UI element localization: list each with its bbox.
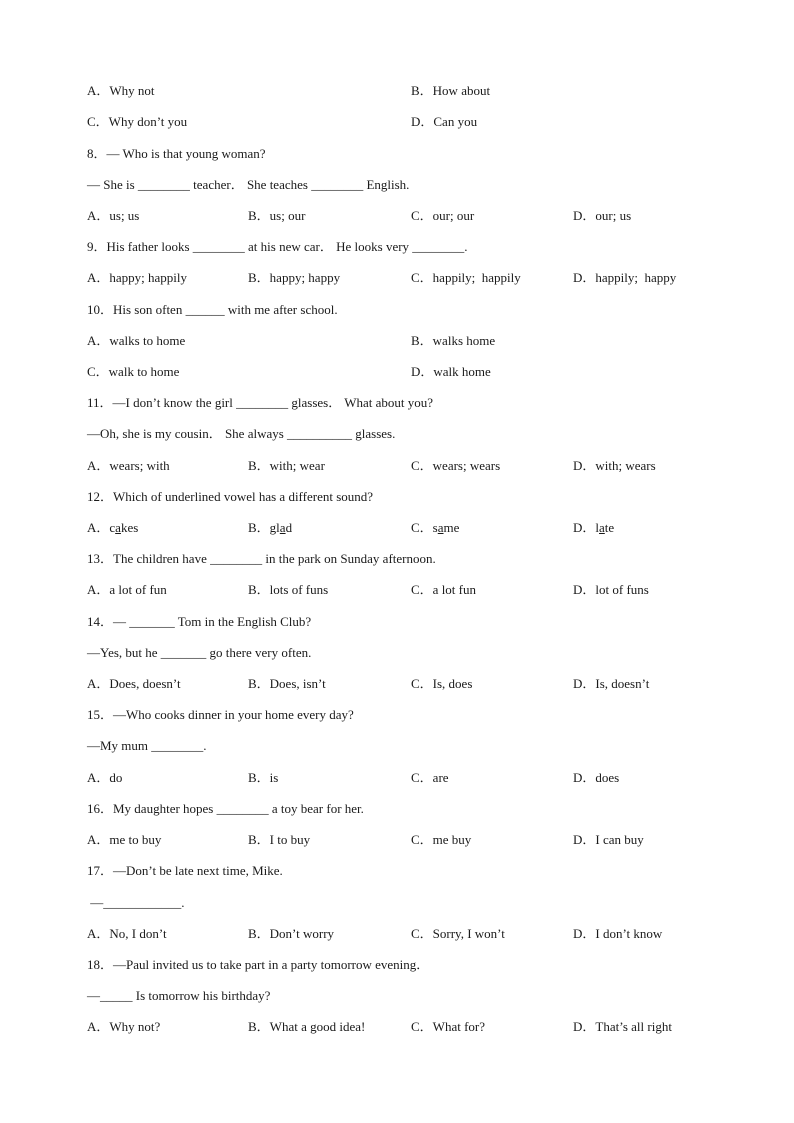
q17-option-d: D．I don’t know — [573, 926, 663, 941]
q12-option-b — [248, 518, 292, 538]
q10-stem: 10．His son often ______ with me after school. — [87, 302, 338, 317]
q12-stem: 12．Which of underlined vowel has a different sound? — [87, 489, 374, 504]
option-prefix: D．l — [573, 520, 600, 535]
q18-option-a: A．Why not? — [87, 1019, 161, 1034]
q18-stem-line1: 18．—Paul invited us to take part in a party tomorrow evening． — [87, 957, 430, 972]
q14-stem-line1: 14．— _______ Tom in the English Club? — [87, 614, 312, 629]
q8-stem-line1: 8．— Who is that young woman? — [87, 146, 266, 161]
q18-stem-line2: —_____ Is tomorrow his birthday? — [87, 988, 271, 1003]
q12-option-a — [87, 518, 138, 538]
q16-stem: 16．My daughter hopes ________ a toy bear for her. — [87, 801, 364, 816]
q8-option-c: C．our; our — [411, 208, 475, 223]
q8-option-a: A．us; us — [87, 208, 140, 223]
q12-option-c — [411, 518, 459, 538]
option-prefix: B．gl — [248, 520, 280, 535]
q13-option-b: B．lots of funs — [248, 582, 329, 597]
q15-option-c: C．are — [411, 770, 449, 785]
option-suffix: te — [604, 520, 615, 535]
q9-option-b: B．happy; happy — [248, 270, 341, 285]
option-prefix: A．c — [87, 520, 116, 535]
q14-option-a: A．Does, doesn’t — [87, 676, 181, 691]
q11-option-d: D．with; wears — [573, 458, 656, 473]
q15-option-b: B．is — [248, 770, 279, 785]
q7-option-a: A．Why not — [87, 83, 155, 98]
q8-option-b: B．us; our — [248, 208, 306, 223]
option-suffix: d — [285, 520, 293, 535]
q14-option-c: C．Is, does — [411, 676, 473, 691]
q11-option-c: C．wears; wears — [411, 458, 501, 473]
option-prefix: C．s — [411, 520, 438, 535]
q16-option-a: A．me to buy — [87, 832, 162, 847]
q12-option-d — [573, 518, 614, 538]
q13-stem: 13．The children have ________ in the park on Sunday afternoon. — [87, 551, 436, 566]
q8-stem-line2: — She is ________ teacher． She teaches ________ English. — [87, 177, 410, 192]
q14-option-b: B．Does, isn’t — [248, 676, 326, 691]
q15-stem-line2: —My mum ________. — [87, 738, 207, 753]
q17-option-b: B．Don’t worry — [248, 926, 335, 941]
q9-option-d: D．happily; happy — [573, 270, 677, 285]
q16-option-b: B．I to buy — [248, 832, 311, 847]
underlined-vowel: a — [115, 520, 121, 535]
q16-option-d: D．I can buy — [573, 832, 644, 847]
q10-option-a: A．walks to home — [87, 333, 186, 348]
q13-option-d: D．lot of funs — [573, 582, 649, 597]
q15-option-a: A．do — [87, 770, 123, 785]
q18-option-d: D．That’s all right — [573, 1019, 672, 1034]
q18-option-b: B．What a good idea! — [248, 1019, 366, 1034]
q17-stem-line2: —____________. — [87, 895, 185, 910]
q13-option-a: A．a lot of fun — [87, 582, 167, 597]
q17-option-a: A．No, I don’t — [87, 926, 167, 941]
option-suffix: kes — [120, 520, 139, 535]
q9-option-a: A．happy; happily — [87, 270, 188, 285]
q8-option-d: D．our; us — [573, 208, 632, 223]
q15-option-d: D．does — [573, 770, 620, 785]
q11-stem-line2: —Oh, she is my cousin． She always __________ glasses. — [87, 426, 396, 441]
q7-option-d: D．Can you — [411, 114, 478, 129]
underlined-vowel: a — [437, 520, 444, 535]
q10-option-b: B．walks home — [411, 333, 496, 348]
q13-option-c: C．a lot fun — [411, 582, 476, 597]
q7-option-c: C．Why don’t you — [87, 114, 188, 129]
q16-option-c: C．me buy — [411, 832, 472, 847]
q14-option-d: D．Is, doesn’t — [573, 676, 650, 691]
q10-option-c: C．walk to home — [87, 364, 180, 379]
q9-option-c: C．happily; happily — [411, 270, 521, 285]
underlined-vowel: a — [279, 520, 286, 535]
option-suffix: me — [443, 520, 460, 535]
q17-option-c: C．Sorry, I won’t — [411, 926, 505, 941]
q17-stem-line1: 17．—Don’t be late next time, Mike. — [87, 863, 283, 878]
q15-stem-line1: 15．—Who cooks dinner in your home every day? — [87, 707, 354, 722]
q11-stem-line1: 11．—I don’t know the girl ________ glasses． What about you? — [87, 395, 434, 410]
q7-option-b: B．How about — [411, 83, 491, 98]
q11-option-a: A．wears; with — [87, 458, 170, 473]
q14-stem-line2: —Yes, but he _______ go there very often. — [87, 645, 312, 660]
q18-option-c: C．What for? — [411, 1019, 486, 1034]
q11-option-b: B．with; wear — [248, 458, 325, 473]
q9-stem: 9．His father looks ________ at his new car． He looks very ________. — [87, 239, 468, 254]
underlined-vowel: a — [599, 520, 605, 535]
q10-option-d: D．walk home — [411, 364, 491, 379]
